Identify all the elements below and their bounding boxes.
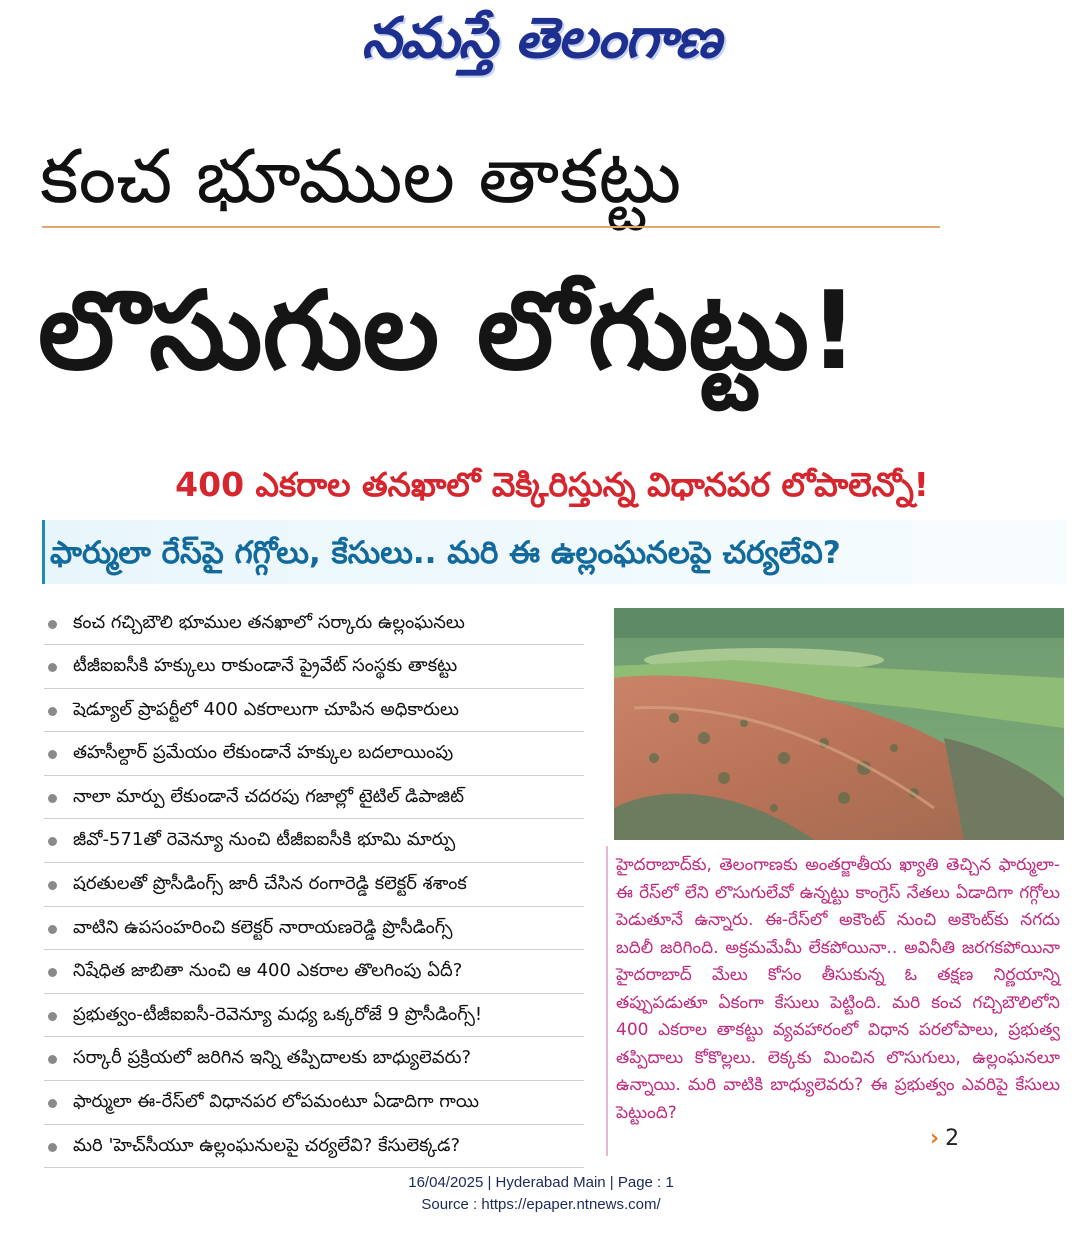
- bullet-icon: [48, 925, 57, 934]
- chevron-right-icon: ›: [930, 1126, 940, 1151]
- list-item-text: షెడ్యూల్ ప్రాపర్టీలో 400 ఎకరాలుగా చూపిన అధికారులు: [73, 698, 459, 720]
- list-item: [44, 1040, 584, 1081]
- list-item: [44, 866, 584, 907]
- list-item: [44, 1084, 584, 1125]
- list-item-text: కంచ గచ్చిబౌలి భూముల తనఖాలో సర్కారు ఉల్లంఘనలు: [73, 611, 465, 633]
- newspaper-logo: నమస్తే తెలంగాణ: [361, 5, 721, 71]
- list-item: [44, 778, 584, 819]
- list-item-text: జీవో-571తో రెవెన్యూ నుంచి టీజీఐఐసీకి భూమి మార్పు: [73, 829, 456, 851]
- page-footer: [0, 1172, 1082, 1216]
- bullet-icon: [48, 1099, 57, 1108]
- list-item: [44, 604, 584, 645]
- continued-on-page[interactable]: [930, 1126, 959, 1151]
- list-item-text: నిషేధిత జాబితా నుంచి ఆ 400 ఎకరాల తొలగింపు ఏదీ?: [73, 960, 463, 982]
- article-subhead: 400 ఎకరాల తనఖాలో వెక్కిరిస్తున్న విధానపర లోపాలెన్నో!: [175, 465, 929, 504]
- list-item-text: వాటిని ఉపసంహరించి కలెక్టర్ నారాయణరెడ్డి ప్రొసీడింగ్స్: [73, 916, 453, 938]
- list-item: [44, 648, 584, 689]
- list-item-text: నాలా మార్పు లేకుండానే చదరపు గజాల్లో టైటిల్ డిపాజిట్: [73, 785, 464, 807]
- article-kicker: కంచ భూముల తాకట్టు: [40, 134, 682, 220]
- article-headline: లొసుగుల లోగుట్టు!: [38, 269, 859, 394]
- divider: [42, 226, 940, 228]
- bullet-icon: [48, 750, 57, 759]
- list-item: [44, 691, 584, 732]
- bullet-icon: [48, 881, 57, 890]
- aerial-land-photo: [614, 608, 1064, 840]
- bullet-icon: [48, 837, 57, 846]
- list-item-text: ఫార్ములా ఈ-రేస్‌లో విధానపర లోపమంటూ ఏడాదిగా గాయి: [73, 1091, 480, 1113]
- bullet-icon: [48, 663, 57, 672]
- list-item: [44, 735, 584, 776]
- bullet-icon: [48, 1055, 57, 1064]
- photo-caption: హైదరాబాద్‌కు, తెలంగాణకు అంతర్జాతీయ ఖ్యాతి తెచ్చిన ఫార్ములా-ఈ రేస్‌లో లేని లొసుగులేవో ఉన్నట్టు కాంగ్రెస్ నేతలు ఏడాదిగా గగ్గోలు పెడుతూనే ఉన్నారు. ఈ-రేస్‌లో అకౌంట్ నుంచి అకౌంట్‌కు నగదు బదిలీ జరిగింది. అక్రమమేమీ లేకపోయినా.. అవినీతి జరగకపోయినా హైదరాబాద్ మేలు కోసం తీసుకున్న ఓ తక్షణ నిర్ణయాన్ని తప్పుపడుతూ ఏకంగా కేసులు పెట్టింది. మరి కంచ గచ్చిబౌలిలోని 400 ఎకరాల తాకట్టు వ్యవహారంలో విధాన పరలోపాలు, ప్రభుత్వ తప్పిదాలు కోకొల్లలు. లెక్కకు మించిన లొసుగులు, ఉల్లంఘనలూ ఉన్నాయి. మరి వాటికి బాధ్యులెవరు? ఈ ప్రభుత్వం ఎవరిపై కేసులు పెట్టుంది?: [616, 855, 1060, 1123]
- list-item: [44, 996, 584, 1037]
- list-item-text: తహసీల్దార్ ప్రమేయం లేకుండానే హక్కుల బదలాయింపు: [73, 742, 454, 764]
- bullet-icon: [48, 968, 57, 977]
- list-item: [44, 1127, 584, 1168]
- article-tagline: ఫార్ములా రేస్‌పై గగ్గోలు, కేసులు.. మరి ఈ ఉల్లంఘనలపై చర్యలేవి?: [50, 535, 841, 571]
- list-item-text: మరి 'హెచ్‌సీయూ ఉల్లంఘనులపై చర్యలేవి? కేసులెక్కడ?: [73, 1134, 461, 1156]
- bullet-icon: [48, 794, 57, 803]
- jump-page-number: 2: [945, 1126, 960, 1151]
- list-item: [44, 909, 584, 950]
- bullet-icon: [48, 620, 57, 629]
- bullet-list: [44, 604, 584, 1171]
- bullet-icon: [48, 1143, 57, 1152]
- list-item-text: ప్రభుత్వం-టీజీఐఐసీ-రెవెన్యూ మధ్య ఒక్కరోజే 9 ప్రొసీడింగ్స్!: [73, 1003, 483, 1025]
- footer-dateline: 16/04/2025 | Hyderabad Main | Page : 1: [408, 1174, 674, 1191]
- list-item-text: షరతులతో ప్రొసీడింగ్స్ జారీ చేసిన రంగారెడ్డి కలెక్టర్ శశాంక: [73, 873, 467, 895]
- footer-source[interactable]: Source : https://epaper.ntnews.com/: [421, 1196, 661, 1213]
- list-item: [44, 953, 584, 994]
- list-item: [44, 822, 584, 863]
- masthead: [0, 6, 1082, 84]
- list-item-text: టీజీఐఐసీకి హక్కులు రాకుండానే ప్రైవేట్ సంస్థకు తాకట్టు: [73, 655, 458, 677]
- bullet-icon: [48, 1012, 57, 1021]
- bullet-icon: [48, 707, 57, 716]
- list-item-text: సర్కారీ ప్రక్రియలో జరిగిన ఇన్ని తప్పిదాలకు బాధ్యులెవరు?: [73, 1047, 472, 1069]
